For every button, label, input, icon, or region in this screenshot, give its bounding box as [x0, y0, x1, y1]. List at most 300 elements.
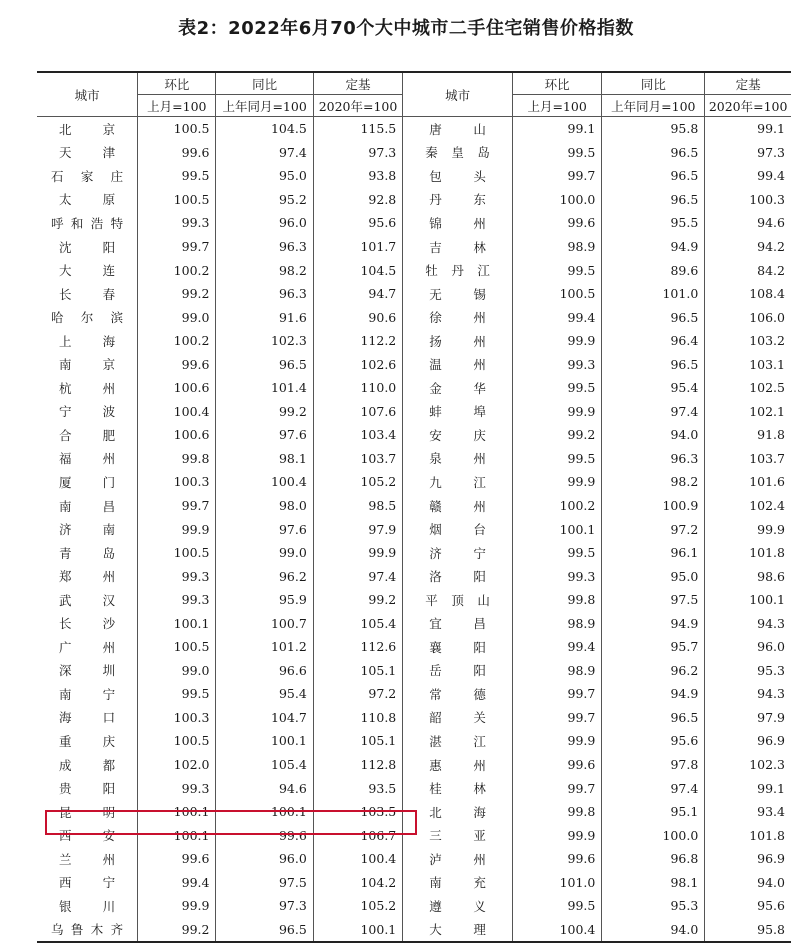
mom-value: 99.5: [138, 682, 216, 706]
yoy-value: 101.4: [216, 376, 313, 400]
mom-value: 100.5: [138, 729, 216, 753]
mom-value: 99.5: [512, 894, 601, 918]
city-name: 沈阳: [59, 239, 116, 255]
yoy-value: 96.3: [216, 282, 313, 306]
mom-value: 99.5: [512, 541, 601, 565]
mom-value: 99.8: [512, 588, 601, 612]
fixed-value: 97.4: [313, 564, 402, 588]
header-fixed-left: 定基: [313, 72, 402, 95]
mom-value: 99.9: [138, 894, 216, 918]
yoy-value: 100.4: [216, 470, 313, 494]
fixed-value: 90.6: [313, 305, 402, 329]
fixed-value: 112.8: [313, 753, 402, 777]
table-row: [37, 305, 791, 329]
header-mom-left: 环比: [138, 72, 216, 95]
fixed-value: 101.8: [705, 823, 791, 847]
yoy-value: 99.6: [216, 823, 313, 847]
fixed-value: 97.9: [705, 706, 791, 730]
table-row: [37, 894, 791, 918]
city-name: 徐州: [403, 305, 513, 329]
yoy-value: 96.8: [602, 847, 705, 871]
city-name: 桂林: [403, 776, 513, 800]
mom-value: 100.2: [138, 329, 216, 353]
table-row: [37, 847, 791, 871]
mom-value: 100.5: [138, 635, 216, 659]
yoy-value: 104.5: [216, 117, 313, 141]
table-row: [37, 635, 791, 659]
city-name: 襄阳: [403, 635, 513, 659]
mom-value: 99.2: [138, 282, 216, 306]
table-row: [37, 117, 791, 141]
city-name: 西宁: [59, 875, 116, 891]
mom-value: 99.5: [512, 447, 601, 471]
table-row: [37, 541, 791, 565]
fixed-value: 99.4: [705, 164, 791, 188]
fixed-value: 103.4: [313, 423, 402, 447]
yoy-value: 96.5: [602, 188, 705, 212]
fixed-value: 103.2: [705, 329, 791, 353]
fixed-value: 99.9: [313, 541, 402, 565]
mom-value: 99.9: [512, 329, 601, 353]
city-name: 郑州: [59, 569, 116, 585]
fixed-value: 110.0: [313, 376, 402, 400]
fixed-value: 105.2: [313, 470, 402, 494]
yoy-value: 95.2: [216, 188, 313, 212]
fixed-value: 96.9: [705, 729, 791, 753]
fixed-value: 100.1: [313, 918, 402, 943]
yoy-value: 105.4: [216, 753, 313, 777]
yoy-value: 95.4: [602, 376, 705, 400]
yoy-value: 94.9: [602, 682, 705, 706]
city-name: 成都: [59, 757, 116, 773]
yoy-value: 99.2: [216, 400, 313, 424]
fixed-value: 101.6: [705, 470, 791, 494]
city-name: 大连: [59, 263, 116, 279]
city-name: 泸州: [403, 847, 513, 871]
city-name: 宜昌: [403, 611, 513, 635]
city-name: 烟台: [403, 517, 513, 541]
yoy-value: 97.8: [602, 753, 705, 777]
city-name: 济南: [59, 522, 116, 538]
table-row: [37, 659, 791, 683]
table-row: [37, 423, 791, 447]
city-name: 长春: [59, 286, 116, 302]
city-name: 合肥: [59, 427, 116, 443]
yoy-value: 96.4: [602, 329, 705, 353]
fixed-value: 84.2: [705, 258, 791, 282]
mom-value: 99.8: [512, 800, 601, 824]
mom-value: 99.5: [512, 141, 601, 165]
fixed-value: 99.1: [705, 117, 791, 141]
mom-value: 100.2: [138, 258, 216, 282]
yoy-value: 97.4: [216, 141, 313, 165]
city-name: 太原: [59, 192, 116, 208]
city-name: 深圳: [59, 663, 116, 679]
fixed-value: 108.4: [705, 282, 791, 306]
mom-value: 99.1: [512, 117, 601, 141]
mom-value: 100.1: [138, 823, 216, 847]
fixed-value: 103.5: [313, 800, 402, 824]
city-name: 济宁: [403, 541, 513, 565]
city-name: 南京: [59, 357, 116, 373]
fixed-value: 93.5: [313, 776, 402, 800]
table-row: [37, 400, 791, 424]
city-name: 上海: [59, 333, 116, 349]
yoy-value: 96.5: [602, 706, 705, 730]
mom-value: 102.0: [138, 753, 216, 777]
mom-value: 99.7: [512, 164, 601, 188]
yoy-value: 101.2: [216, 635, 313, 659]
header-city-left: 城市: [37, 72, 138, 117]
city-name: 长沙: [59, 616, 116, 632]
table-row: [37, 918, 791, 943]
city-name: 南昌: [59, 498, 116, 514]
table-row: [37, 188, 791, 212]
fixed-value: 101.7: [313, 235, 402, 259]
yoy-value: 96.2: [602, 659, 705, 683]
yoy-value: 97.6: [216, 517, 313, 541]
table-body: [37, 117, 791, 943]
header-yoy-right: 同比: [602, 72, 705, 95]
fixed-value: 101.8: [705, 541, 791, 565]
fixed-value: 105.1: [313, 729, 402, 753]
city-name: 北京: [59, 121, 116, 137]
city-name: 银川: [59, 898, 116, 914]
yoy-value: 97.6: [216, 423, 313, 447]
city-name: 丹东: [403, 188, 513, 212]
city-name: 湛江: [403, 729, 513, 753]
mom-value: 99.3: [138, 211, 216, 235]
yoy-value: 95.3: [602, 894, 705, 918]
yoy-value: 100.1: [216, 729, 313, 753]
fixed-value: 94.7: [313, 282, 402, 306]
yoy-value: 102.3: [216, 329, 313, 353]
yoy-value: 98.1: [216, 447, 313, 471]
fixed-value: 105.4: [313, 611, 402, 635]
city-name: 福州: [59, 451, 116, 467]
city-name: 厦门: [59, 474, 116, 490]
city-name: 昆明: [59, 804, 116, 820]
header-city-right: 城市: [403, 72, 513, 117]
mom-value: 100.4: [512, 918, 601, 943]
yoy-value: 96.5: [216, 918, 313, 943]
fixed-value: 94.6: [705, 211, 791, 235]
yoy-value: 96.2: [216, 564, 313, 588]
yoy-value: 98.1: [602, 871, 705, 895]
city-name: 乌鲁木齐: [37, 918, 138, 943]
mom-value: 99.4: [512, 635, 601, 659]
table-row: [37, 352, 791, 376]
city-name: 大理: [403, 918, 513, 943]
fixed-value: 106.7: [313, 823, 402, 847]
yoy-value: 98.2: [602, 470, 705, 494]
fixed-value: 94.3: [705, 682, 791, 706]
fixed-value: 100.1: [705, 588, 791, 612]
yoy-value: 98.0: [216, 494, 313, 518]
yoy-value: 95.8: [602, 117, 705, 141]
mom-value: 100.6: [138, 376, 216, 400]
mom-value: 99.6: [512, 847, 601, 871]
fixed-value: 98.6: [705, 564, 791, 588]
mom-value: 99.7: [512, 682, 601, 706]
city-name: 秦皇岛: [403, 141, 513, 165]
table-row: [37, 211, 791, 235]
city-name: 扬州: [403, 329, 513, 353]
fixed-value: 103.7: [705, 447, 791, 471]
mom-value: 99.6: [138, 352, 216, 376]
city-name: 吉林: [403, 235, 513, 259]
yoy-value: 94.9: [602, 235, 705, 259]
table-title: 表2：2022年6月70个大中城市二手住宅销售价格指数: [178, 18, 634, 39]
yoy-value: 94.0: [602, 423, 705, 447]
yoy-value: 104.7: [216, 706, 313, 730]
fixed-value: 105.2: [313, 894, 402, 918]
city-name: 赣州: [403, 494, 513, 518]
mom-value: 99.8: [138, 447, 216, 471]
fixed-value: 102.4: [705, 494, 791, 518]
fixed-value: 93.4: [705, 800, 791, 824]
city-name: 惠州: [403, 753, 513, 777]
yoy-value: 96.3: [216, 235, 313, 259]
fixed-value: 91.8: [705, 423, 791, 447]
mom-value: 99.0: [138, 659, 216, 683]
city-name: 青岛: [59, 545, 116, 561]
fixed-value: 102.6: [313, 352, 402, 376]
yoy-value: 94.9: [602, 611, 705, 635]
yoy-value: 97.4: [602, 400, 705, 424]
fixed-value: 110.8: [313, 706, 402, 730]
city-name: 北海: [403, 800, 513, 824]
city-name: 唐山: [403, 117, 513, 141]
header-fixed-base-left: 2020年=100: [313, 95, 402, 117]
yoy-value: 96.1: [602, 541, 705, 565]
mom-value: 100.2: [512, 494, 601, 518]
mom-value: 99.3: [512, 564, 601, 588]
fixed-value: 104.2: [313, 871, 402, 895]
table-row: [37, 258, 791, 282]
mom-value: 99.7: [512, 776, 601, 800]
mom-value: 99.3: [138, 564, 216, 588]
table-row: [37, 800, 791, 824]
yoy-value: 96.5: [602, 141, 705, 165]
yoy-value: 95.0: [602, 564, 705, 588]
table-row: [37, 517, 791, 541]
price-index-table: [37, 71, 791, 943]
mom-value: 100.3: [138, 706, 216, 730]
city-name: 韶关: [403, 706, 513, 730]
fixed-value: 96.0: [705, 635, 791, 659]
header-mom-base-left: 上月=100: [138, 95, 216, 117]
yoy-value: 99.0: [216, 541, 313, 565]
yoy-value: 101.0: [602, 282, 705, 306]
mom-value: 100.5: [138, 541, 216, 565]
city-name: 广州: [59, 639, 116, 655]
city-name: 锦州: [403, 211, 513, 235]
mom-value: 99.5: [138, 164, 216, 188]
city-name: 贵阳: [59, 781, 116, 797]
city-name: 海口: [59, 710, 116, 726]
header-yoy-base-left: 上年同月=100: [216, 95, 313, 117]
city-name: 三亚: [403, 823, 513, 847]
city-name: 泉州: [403, 447, 513, 471]
city-name: 南宁: [59, 686, 116, 702]
fixed-value: 105.1: [313, 659, 402, 683]
yoy-value: 95.9: [216, 588, 313, 612]
mom-value: 101.0: [512, 871, 601, 895]
fixed-value: 102.5: [705, 376, 791, 400]
fixed-value: 112.6: [313, 635, 402, 659]
mom-value: 99.9: [512, 823, 601, 847]
yoy-value: 96.0: [216, 847, 313, 871]
yoy-value: 96.5: [602, 352, 705, 376]
yoy-value: 100.0: [602, 823, 705, 847]
mom-value: 100.4: [138, 400, 216, 424]
yoy-value: 95.4: [216, 682, 313, 706]
yoy-value: 96.0: [216, 211, 313, 235]
mom-value: 100.5: [138, 188, 216, 212]
city-name: 温州: [403, 352, 513, 376]
table-row: [37, 164, 791, 188]
header-mom-right: 环比: [512, 72, 601, 95]
header-mom-base-right: 上月=100: [512, 95, 601, 117]
mom-value: 98.9: [512, 235, 601, 259]
yoy-value: 97.5: [216, 871, 313, 895]
yoy-value: 96.6: [216, 659, 313, 683]
table-row: [37, 141, 791, 165]
table-header: [37, 72, 791, 117]
city-name: 洛阳: [403, 564, 513, 588]
city-name: 石家庄: [51, 168, 124, 184]
mom-value: 99.3: [512, 352, 601, 376]
city-name: 重庆: [59, 733, 116, 749]
city-name: 武汉: [59, 592, 116, 608]
yoy-value: 94.6: [216, 776, 313, 800]
fixed-value: 103.7: [313, 447, 402, 471]
table-row: [37, 494, 791, 518]
mom-value: 100.1: [138, 800, 216, 824]
fixed-value: 99.2: [313, 588, 402, 612]
table-row: [37, 823, 791, 847]
fixed-value: 102.3: [705, 753, 791, 777]
fixed-value: 97.3: [705, 141, 791, 165]
mom-value: 99.0: [138, 305, 216, 329]
yoy-value: 95.1: [602, 800, 705, 824]
mom-value: 98.9: [512, 659, 601, 683]
fixed-value: 112.2: [313, 329, 402, 353]
table-row: [37, 753, 791, 777]
city-name: 常德: [403, 682, 513, 706]
fixed-value: 98.5: [313, 494, 402, 518]
yoy-value: 89.6: [602, 258, 705, 282]
yoy-value: 95.7: [602, 635, 705, 659]
fixed-value: 95.6: [705, 894, 791, 918]
yoy-value: 95.0: [216, 164, 313, 188]
yoy-value: 96.5: [602, 305, 705, 329]
mom-value: 99.7: [138, 494, 216, 518]
header-yoy-left: 同比: [216, 72, 313, 95]
city-name: 平顶山: [403, 588, 513, 612]
fixed-value: 97.2: [313, 682, 402, 706]
city-name: 岳阳: [403, 659, 513, 683]
fixed-value: 95.6: [313, 211, 402, 235]
header-fixed-base-right: 2020年=100: [705, 95, 791, 117]
yoy-value: 96.5: [602, 164, 705, 188]
fixed-value: 107.6: [313, 400, 402, 424]
city-name: 无锡: [403, 282, 513, 306]
fixed-value: 100.3: [705, 188, 791, 212]
city-name: 九江: [403, 470, 513, 494]
mom-value: 99.6: [138, 141, 216, 165]
table-row: [37, 376, 791, 400]
city-name: 天津: [59, 145, 116, 161]
fixed-value: 99.1: [705, 776, 791, 800]
yoy-value: 100.9: [602, 494, 705, 518]
city-name: 哈尔滨: [51, 310, 124, 326]
yoy-value: 97.4: [602, 776, 705, 800]
mom-value: 99.5: [512, 258, 601, 282]
yoy-value: 98.2: [216, 258, 313, 282]
city-name: 西安: [59, 828, 116, 844]
city-name: 蚌埠: [403, 400, 513, 424]
yoy-value: 94.0: [602, 918, 705, 943]
mom-value: 99.7: [138, 235, 216, 259]
fixed-value: 93.8: [313, 164, 402, 188]
city-name: 兰州: [59, 851, 116, 867]
header-fixed-right: 定基: [705, 72, 791, 95]
fixed-value: 95.3: [705, 659, 791, 683]
yoy-value: 97.2: [602, 517, 705, 541]
fixed-value: 94.3: [705, 611, 791, 635]
mom-value: 99.9: [138, 517, 216, 541]
mom-value: 99.9: [512, 729, 601, 753]
table-row: [37, 564, 791, 588]
table-row: [37, 611, 791, 635]
mom-value: 99.6: [138, 847, 216, 871]
mom-value: 100.3: [138, 470, 216, 494]
yoy-value: 97.3: [216, 894, 313, 918]
table-row: [37, 329, 791, 353]
city-name: 安庆: [403, 423, 513, 447]
mom-value: 100.0: [512, 188, 601, 212]
table-row: [37, 682, 791, 706]
table-row: [37, 729, 791, 753]
mom-value: 100.5: [138, 117, 216, 141]
table-row: [37, 588, 791, 612]
fixed-value: 115.5: [313, 117, 402, 141]
city-name: 杭州: [59, 380, 116, 396]
mom-value: 99.4: [138, 871, 216, 895]
mom-value: 98.9: [512, 611, 601, 635]
fixed-value: 96.9: [705, 847, 791, 871]
table-row: [37, 470, 791, 494]
yoy-value: 100.1: [216, 800, 313, 824]
fixed-value: 106.0: [705, 305, 791, 329]
table-row: [37, 235, 791, 259]
fixed-value: 94.2: [705, 235, 791, 259]
yoy-value: 95.6: [602, 729, 705, 753]
fixed-value: 102.1: [705, 400, 791, 424]
table-row: [37, 447, 791, 471]
fixed-value: 100.4: [313, 847, 402, 871]
fixed-value: 94.0: [705, 871, 791, 895]
table-row: [37, 871, 791, 895]
fixed-value: 103.1: [705, 352, 791, 376]
city-name: 牡丹江: [403, 258, 513, 282]
city-name: 呼和浩特: [51, 215, 124, 231]
mom-value: 99.9: [512, 470, 601, 494]
mom-value: 99.6: [512, 753, 601, 777]
mom-value: 99.3: [138, 776, 216, 800]
